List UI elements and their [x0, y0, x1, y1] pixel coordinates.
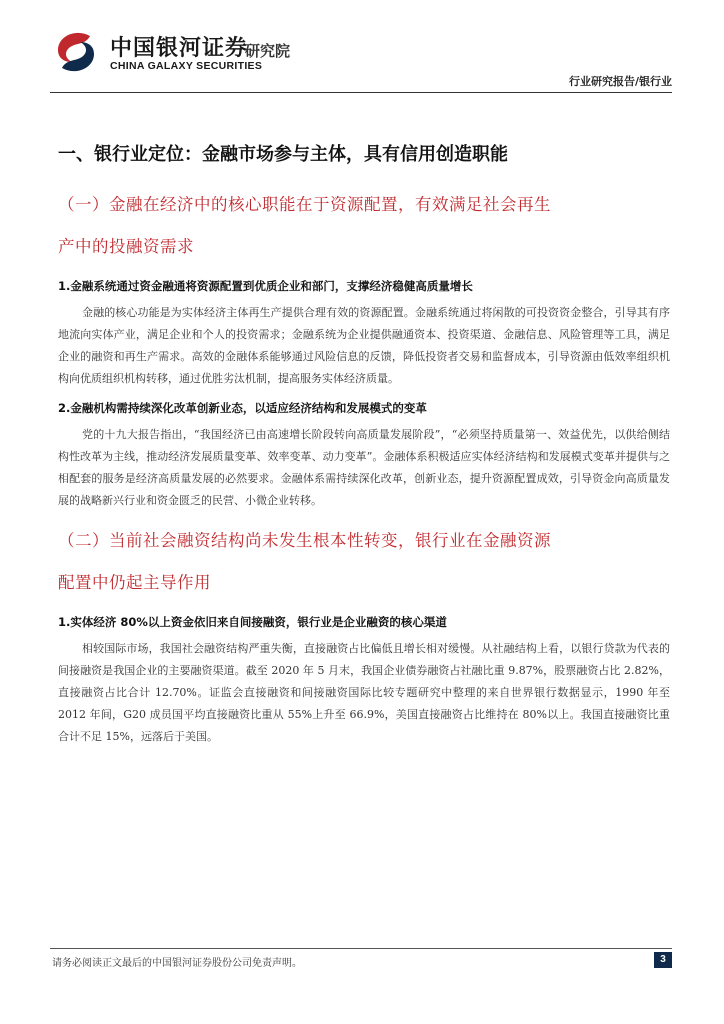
main-content	[58, 140, 670, 756]
paragraph: 党的十九大报告指出，“我国经济已由高速增长阶段转向高质量发展阶段”，“必须坚持质量第一、效益优先，以供给侧结构性改革为主线，推动经济发展质量变革、效率变革、动力变革”。金融体系积极适应实体经济结构和发展模式变革并提供与之相配套的服务是经济高质量发展的必然要求。金融体系需持续深化改革，创新业态，提升资源配置成效，引导资金向高质量发展的战略新兴行业和资金匮乏的民营、小微企业转移。	[58, 428, 670, 507]
company-name-cn: 中国银河证券	[110, 36, 249, 61]
paragraph: 金融的核心功能是为实体经济主体再生产提供合理有效的资源配置。金融系统通过将闲散的可投资资金整合，引导其有序地流向实体产业，满足企业和个人的投资需求；金融系统为企业提供融通资本、投资渠道、金融信息、风险管理等工具，满足企业的融资和再生产需求。高效的金融体系能够通过风险信息的反馈，降低投资者交易和监督成本，引导资源由低效率组织机构向优质组织机构转移，通过优胜劣汰机制，提高服务实体经济质量。	[58, 306, 670, 385]
galaxy-logo-icon	[50, 26, 102, 78]
paragraph: 相较国际市场，我国社会融资结构严重失衡，直接融资占比偏低且增长相对缓慢。从社融结构上看，以银行贷款为代表的间接融资是我国企业的主要融资渠道。截至 2020 年 5 月末，我国企业债券融资占社融比重 9.87%，股票融资占比 2.82%，直接融资占比合计 12.70%。证监会直接融资和间接融资国际比较专题研究中整理的来自世界银行数据显示，1990 年至 2012 年间，G20 成员国平均直接融资比重从 55%上升至 66.9%，美国直接融资占比维持在 80%以上。我国直接融资比重合计不足 15%，远落后于美国。	[58, 642, 670, 743]
disclaimer-text: 请务必阅读正文最后的中国银河证券股份公司免责声明。	[52, 958, 302, 969]
point-title: 2.金融机构需持续深化改革创新业态，以适应经济结构和发展模式的变革	[58, 401, 427, 415]
subsection-title-line2: 产中的投融资需求	[58, 237, 194, 256]
page-header	[0, 0, 724, 96]
subsection-title-line2: 配置中仍起主导作用	[58, 573, 211, 592]
subsection-1	[58, 184, 670, 512]
report-type: 行业研究报告/银行业	[568, 75, 672, 88]
page-number: 3	[654, 952, 672, 968]
subsection-title-line1: （二）当前社会融资结构尚未发生根本性转变，银行业在金融资源	[58, 531, 551, 550]
institute-label: 研究院	[245, 42, 291, 60]
header-divider	[50, 92, 672, 93]
footer-divider	[50, 948, 672, 949]
section-title: 一、银行业定位：金融市场参与主体，具有信用创造职能	[58, 144, 508, 165]
point-title: 1.实体经济 80%以上资金依旧来自间接融资，银行业是企业融资的核心渠道	[58, 615, 447, 629]
point-title: 1.金融系统通过资金融通将资源配置到优质企业和部门，支撑经济稳健高质量增长	[58, 279, 473, 293]
subsection-title-line1: （一）金融在经济中的核心职能在于资源配置，有效满足社会再生	[58, 195, 551, 214]
company-name-en: CHINA GALAXY SECURITIES	[110, 60, 263, 72]
subsection-2	[58, 520, 670, 748]
